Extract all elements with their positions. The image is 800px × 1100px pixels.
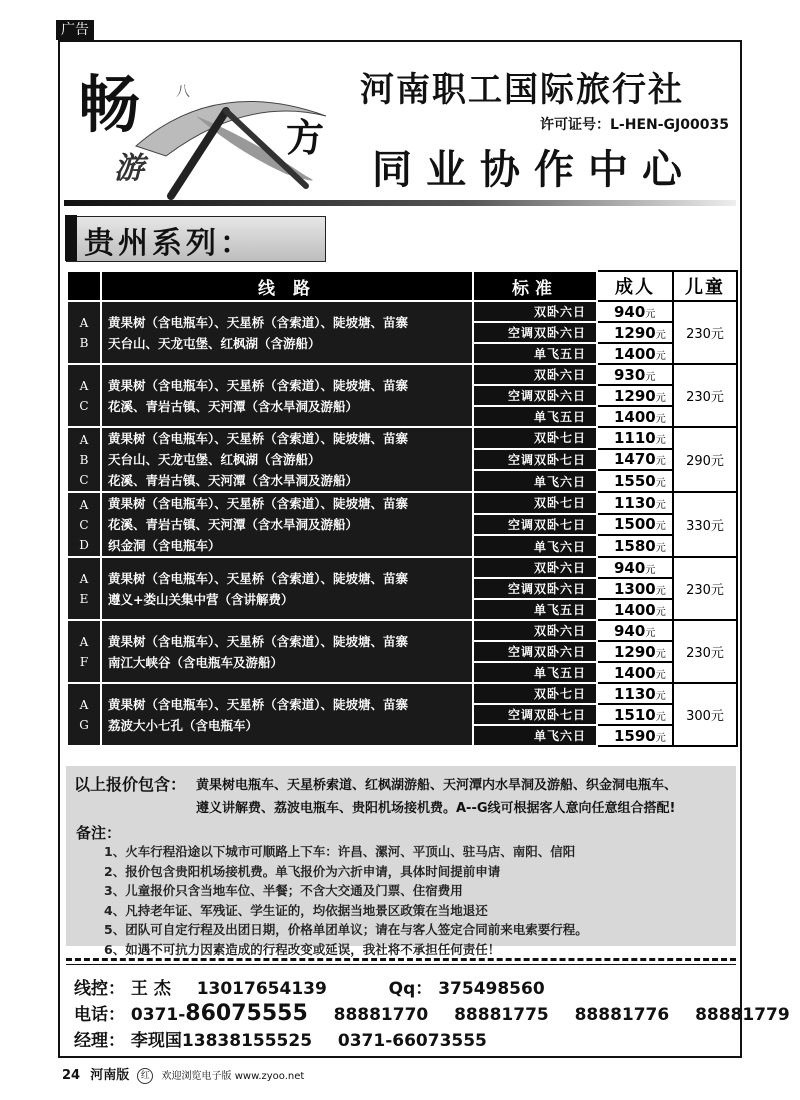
line-control-label: 线控：: [74, 979, 125, 999]
standard-cell: 空调双卧六日: [473, 578, 597, 599]
route-line: 织金洞（含电瓶车）: [108, 538, 221, 553]
logo-char-4: 方: [286, 115, 325, 160]
route-code: [67, 492, 101, 557]
route-line: 花溪、青岩古镇、天河潭（含水旱洞及游船）: [108, 473, 359, 488]
adult-price: 1300: [614, 579, 656, 598]
route-line: 黄果树（含电瓶车）、天星桥（含索道）、陡坡塘、苗寨: [108, 314, 409, 330]
adult-price: 1470: [614, 450, 656, 469]
phone-extra: 88881779: [695, 1005, 790, 1025]
manager-name-phone: 李现国13838155525: [130, 1031, 313, 1051]
adult-price-cell: [597, 364, 673, 385]
adult-price-cell: [597, 514, 673, 536]
header-child: 儿童: [673, 271, 737, 301]
standard-cell: 单飞五日: [473, 343, 597, 364]
table-row: [67, 620, 737, 641]
standard-cell: 双卧六日: [473, 557, 597, 578]
line-control-phone: 13017654139: [196, 979, 327, 999]
currency-unit: 元: [655, 732, 666, 744]
qq-number: 375498560: [438, 979, 545, 999]
route-code-letter: E: [79, 591, 89, 606]
adult-price-cell: [597, 683, 673, 704]
currency-unit: 元: [655, 543, 666, 555]
qq-label: Qq：: [388, 979, 433, 999]
table-row: [67, 492, 737, 514]
child-price-cell: 230元: [673, 620, 737, 683]
route-code-letter: B: [79, 335, 89, 350]
currency-unit: 元: [655, 690, 666, 702]
standard-cell: 单飞六日: [473, 535, 597, 557]
route-code-letter: A: [79, 497, 89, 512]
table-row: [67, 301, 737, 322]
includes-label: 以上报价包含：: [74, 775, 187, 794]
adult-price: 1400: [614, 600, 656, 619]
route-line: 天台山、天龙屯堡、红枫湖（含游船）: [108, 452, 321, 467]
adult-price-cell: [597, 322, 673, 343]
route-line: 花溪、青岩古镇、天河潭（含水旱洞及游船）: [108, 398, 359, 414]
route-code-letter: A: [79, 697, 89, 712]
currency-unit: 元: [655, 711, 666, 723]
includes-line: 黄果树电瓶车、天星桥索道、红枫湖游船、天河潭内水旱洞及游船、织金洞电瓶车、: [196, 778, 678, 793]
route-code: [67, 557, 101, 620]
route-code-letter: B: [79, 452, 89, 467]
adult-price-cell: [597, 620, 673, 641]
route-code-letter: C: [79, 398, 89, 413]
route-code: [67, 620, 101, 683]
line-control-row: [74, 974, 545, 999]
adult-price-cell: [597, 725, 673, 746]
standard-cell: 空调双卧六日: [473, 322, 597, 343]
child-price-cell: 330元: [673, 492, 737, 557]
route-code-letter: C: [79, 517, 89, 532]
adult-price-cell: [597, 385, 673, 406]
standard-cell: 空调双卧七日: [473, 704, 597, 725]
route-line: 黄果树（含电瓶车）、天星桥（含索道）、陡坡塘、苗寨: [108, 696, 409, 712]
adult-price: 940: [614, 621, 646, 640]
currency-unit: 元: [645, 308, 656, 320]
license-number: 许可证号：L-HEN-GJ00035: [540, 117, 729, 133]
adult-price-cell: [597, 535, 673, 557]
contact-divider: [66, 964, 736, 965]
adult-price: 1580: [614, 537, 656, 556]
currency-unit: 元: [655, 456, 666, 468]
route-description: [101, 492, 473, 557]
standard-cell: 双卧七日: [473, 427, 597, 449]
child-price-cell: 230元: [673, 557, 737, 620]
adult-price: 930: [614, 365, 646, 384]
route-description: [101, 683, 473, 746]
route-code-letter: C: [79, 472, 89, 487]
edition-badge: 红: [137, 1068, 153, 1084]
route-line: 花溪、青岩古镇、天河潭（含水旱洞及游船）: [108, 517, 359, 532]
route-description: [101, 620, 473, 683]
adult-price: 1510: [614, 705, 656, 724]
adult-price: 1400: [614, 344, 656, 363]
route-code: [67, 427, 101, 492]
currency-unit: 元: [655, 329, 666, 341]
adult-price: 940: [614, 302, 646, 321]
phone-extra: 88881775: [454, 1005, 549, 1025]
table-row: [67, 364, 737, 385]
standard-cell: 双卧六日: [473, 364, 597, 385]
standard-cell: 空调双卧七日: [473, 449, 597, 471]
manager-phone: 0371-66073555: [337, 1031, 487, 1051]
adult-price: 1130: [614, 493, 656, 512]
route-line: 遵义+娄山关集中营（含讲解费）: [108, 591, 294, 607]
notes-label: 备注：: [76, 824, 122, 842]
adult-price: 1130: [614, 684, 656, 703]
phone-extra: 88881770: [333, 1005, 429, 1025]
route-line: 荔波大小七孔（含电瓶车）: [108, 717, 259, 733]
table-row: [67, 427, 737, 449]
standard-cell: 双卧六日: [473, 620, 597, 641]
route-code: [67, 301, 101, 364]
header-adult: 成人: [597, 271, 673, 301]
route-description: [101, 301, 473, 364]
route-code-letter: D: [79, 537, 89, 552]
adult-price-cell: [597, 406, 673, 427]
contact-divider: [66, 958, 736, 961]
currency-unit: 元: [655, 648, 666, 660]
currency-unit: 元: [655, 669, 666, 681]
adult-price: 940: [614, 558, 646, 577]
adult-price: 1500: [614, 515, 656, 534]
table-header-row: [67, 271, 737, 301]
route-price-table: [66, 270, 738, 747]
route-line: 南江大峡谷（含电瓶车及游船）: [108, 654, 284, 670]
standard-cell: 单飞六日: [473, 470, 597, 492]
route-line: 黄果树（含电瓶车）、天星桥（含索道）、陡坡塘、苗寨: [108, 496, 409, 511]
adult-price-cell: [597, 662, 673, 683]
currency-unit: 元: [655, 499, 666, 511]
page-number: 24: [62, 1068, 81, 1083]
route-code-letter: A: [79, 432, 89, 447]
page-footer: [62, 1064, 304, 1084]
adult-price-cell: [597, 492, 673, 514]
child-price-cell: 300元: [673, 683, 737, 746]
currency-unit: 元: [655, 392, 666, 404]
header-rule: [64, 200, 736, 206]
route-code-letter: A: [79, 315, 89, 330]
route-description: [101, 557, 473, 620]
adult-price: 1110: [614, 428, 656, 447]
note-item: 5、团队可自定行程及出团日期，价格单团单议；请在与客人签定合同前来电索要行程。: [104, 922, 588, 937]
adult-price: 1590: [614, 726, 656, 745]
includes-line: 遵义讲解费、荔波电瓶车、贵阳机场接机费。A--G线可根据客人意向任意组合搭配!: [196, 801, 676, 816]
currency-unit: 元: [645, 371, 656, 383]
note-item: 6、如遇不可抗力因素造成的行程改变或延误，我社将不承担任何责任！: [104, 941, 501, 957]
child-price-cell: 230元: [673, 364, 737, 427]
ad-tag: 广告: [56, 20, 94, 40]
edition-label: 河南版: [90, 1068, 130, 1083]
standard-cell: 空调双卧七日: [473, 514, 597, 536]
adult-price-cell: [597, 578, 673, 599]
route-code-letter: G: [79, 717, 89, 732]
footer-tagline: 欢迎浏览电子版 www.zyoo.net: [161, 1071, 305, 1082]
phone-prefix: 0371-: [130, 1005, 186, 1025]
route-code-letter: A: [79, 378, 89, 393]
adult-price: 1290: [614, 323, 656, 342]
route-description: [101, 427, 473, 492]
currency-unit: 元: [645, 627, 656, 639]
center-title: 同业协作中心: [372, 146, 696, 193]
standard-cell: 空调双卧六日: [473, 385, 597, 406]
currency-unit: 元: [655, 521, 666, 533]
adult-price-cell: [597, 343, 673, 364]
adult-price-cell: [597, 641, 673, 662]
route-code-letter: A: [79, 634, 89, 649]
route-line: 黄果树（含电瓶车）、天星桥（含索道）、陡坡塘、苗寨: [108, 377, 409, 393]
standard-cell: 单飞五日: [473, 662, 597, 683]
adult-price-cell: [597, 557, 673, 578]
phone-label: 电话：: [74, 1005, 125, 1025]
route-line: 黄果树（含电瓶车）、天星桥（含索道）、陡坡塘、苗寨: [108, 633, 409, 649]
adult-price: 1290: [614, 642, 656, 661]
route-code: [67, 683, 101, 746]
line-control-name: 王 杰: [130, 979, 171, 999]
adult-price: 1400: [614, 407, 656, 426]
route-rows: [67, 301, 737, 746]
standard-cell: 单飞五日: [473, 599, 597, 620]
standard-cell: 双卧六日: [473, 301, 597, 322]
adult-price-cell: [597, 427, 673, 449]
series-title: 贵州系列：: [84, 226, 254, 261]
adult-price-cell: [597, 599, 673, 620]
route-description: [101, 364, 473, 427]
notes-list: [104, 842, 588, 959]
standard-cell: 双卧七日: [473, 683, 597, 704]
currency-unit: 元: [655, 606, 666, 618]
adult-price-cell: [597, 449, 673, 471]
currency-unit: 元: [655, 478, 666, 490]
phone-row: [74, 1000, 790, 1026]
note-item: 1、火车行程沿途以下城市可顺路上下车：许昌、漯河、平顶山、驻马店、南阳、信阳: [104, 844, 576, 859]
manager-label: 经理：: [74, 1031, 125, 1051]
header-code: [67, 271, 101, 301]
currency-unit: 元: [655, 350, 666, 362]
logo-char-3: 八: [176, 84, 190, 100]
table-row: [67, 683, 737, 704]
agency-name: 河南职工国际旅行社: [360, 70, 684, 110]
note-item: 4、凡持老年证、军残证、学生证的，均依据当地景区政策在当地退还: [104, 902, 488, 918]
adult-price: 1290: [614, 386, 656, 405]
currency-unit: 元: [645, 564, 656, 576]
standard-cell: 双卧七日: [473, 492, 597, 514]
route-code: [67, 364, 101, 427]
child-price-cell: 230元: [673, 301, 737, 364]
adult-price-cell: [597, 301, 673, 322]
adult-price: 1550: [614, 472, 656, 491]
adult-price-cell: [597, 470, 673, 492]
currency-unit: 元: [655, 413, 666, 425]
currency-unit: 元: [655, 434, 666, 446]
child-price-cell: 290元: [673, 427, 737, 492]
phone-main: 86075555: [185, 1001, 308, 1026]
standard-cell: 空调双卧六日: [473, 641, 597, 662]
logo-char-1: 畅: [78, 68, 141, 141]
header-standard: 标准: [473, 271, 597, 301]
header-route: 线 路: [101, 271, 473, 301]
brand-logo: [76, 56, 346, 206]
logo-char-2: 游: [114, 151, 144, 186]
route-line: 黄果树（含电瓶车）、天星桥（含索道）、陡坡塘、苗寨: [108, 570, 409, 586]
currency-unit: 元: [655, 585, 666, 597]
adult-price: 1400: [614, 663, 656, 682]
route-code-letter: A: [79, 571, 89, 586]
manager-row: [74, 1026, 487, 1051]
route-line: 黄果树（含电瓶车）、天星桥（含索道）、陡坡塘、苗寨: [108, 431, 409, 446]
adult-price-cell: [597, 704, 673, 725]
note-item: 2、报价包含贵阳机场接机费。单飞报价为六折申请，具体时间提前申请: [104, 863, 501, 879]
phone-extra: 88881776: [574, 1005, 670, 1025]
route-line: 天台山、天龙屯堡、红枫湖（含游船）: [108, 335, 321, 351]
table-row: [67, 557, 737, 578]
standard-cell: 单飞五日: [473, 406, 597, 427]
note-item: 3、儿童报价只含当地车位、半餐；不含大交通及门票、住宿费用: [104, 883, 463, 898]
standard-cell: 单飞六日: [473, 725, 597, 746]
route-code-letter: F: [79, 654, 89, 669]
